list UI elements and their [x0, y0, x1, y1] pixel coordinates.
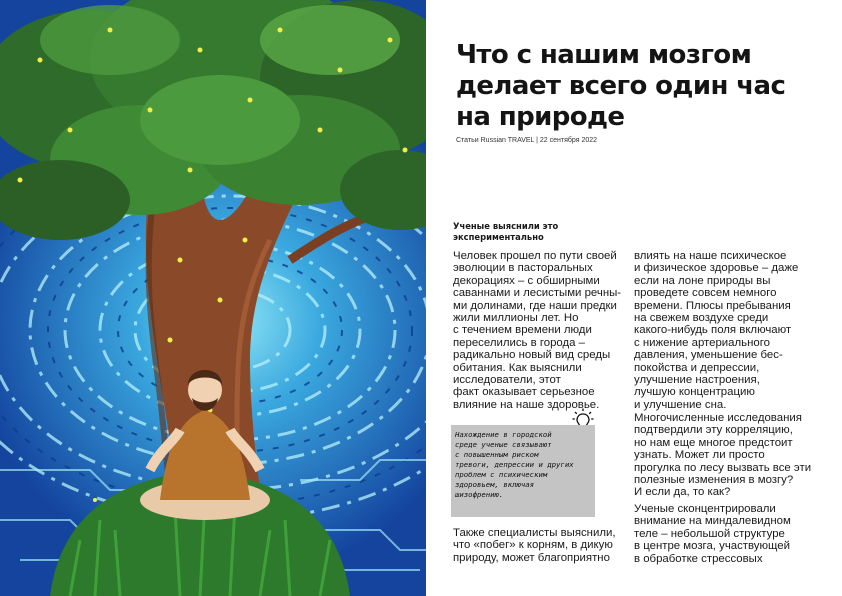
paragraph-2: Также специалисты выяснили, что «побег» к корням, в дикую природу, может благоприятно — [453, 527, 616, 564]
paragraph-5: Ученые сконцентрировали внимание на миндалевидном теле – небольшой структуре в центре мозга, участвующей в обработке стрессовых — [634, 503, 791, 565]
column-1-top — [453, 250, 638, 411]
paragraph-3: влиять на наше психическое и физическое здоровье – даже если на лоне природы вы проведете совсем немного времени. Плюсы пребывания на свежем воздухе среди какого-нибудь поля включают с нижение артериального давления, уменьшение бес- покойства и депрессии, улучшение настроения, лучшую концентрацию и улучшение сна. — [634, 250, 799, 411]
pull-quote-text: Нахождение в городской среде ученые связывают с повышенным риском тревоги, депрессии и других проблем с психическим здоровьем, включая шизофрению. — [455, 430, 574, 499]
paragraph-1: Человек прошел по пути своей эволюции в пасторальных декорациях – с обширными саваннами и лесистыми речны- ми долинами, где наши предки жили миллионы лет. Но с течением времени люди переселились в города – радикально новый вид среды обитания. Как выяснили исследователи, этот факт оказывает серьезное влияние на наше здоровье. — [453, 250, 622, 411]
article-meta: Статьи Russian TRAVEL | 22 сентября 2022 — [456, 137, 598, 144]
column-1-bottom — [453, 527, 638, 564]
paragraph-4: Многочисленные исследования подтвердили эту корреляцию, но нам еще многое предстоит узнать. Может ли просто прогулка по лесу вызвать все эти полезные изменения в мозгу? И если да, то как? — [634, 412, 812, 499]
article-subhead: Ученые выяснили это экспериментально — [453, 221, 559, 242]
article-page — [426, 0, 842, 596]
column-2-bottom — [634, 503, 819, 565]
pull-quote — [451, 425, 595, 517]
article-title: Что с нашим мозгом делает всего один час на природе — [456, 40, 786, 132]
column-2-middle — [634, 412, 819, 499]
column-2-top — [634, 250, 819, 411]
